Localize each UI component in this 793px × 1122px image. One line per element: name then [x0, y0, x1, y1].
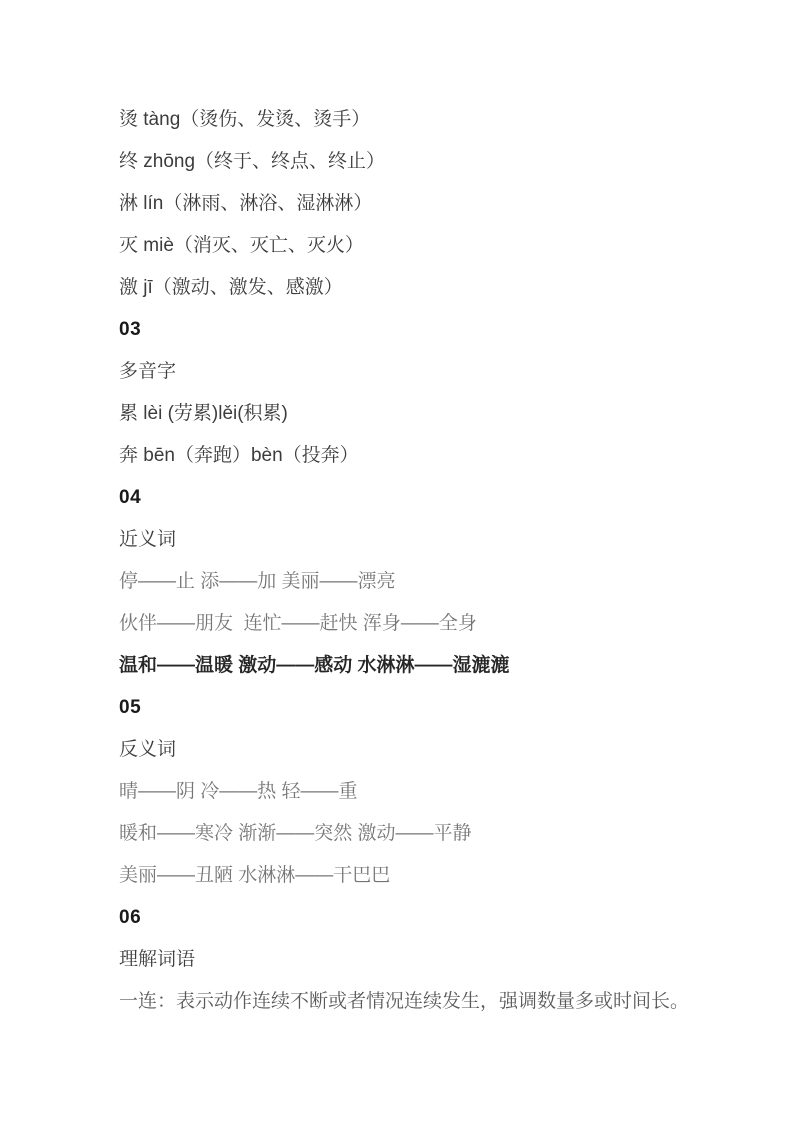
section-title-synonyms: 近义词 — [119, 529, 177, 550]
synonym-line-bold: 温和——温暖 激动——感动 水淋淋——湿漉漉 — [119, 655, 510, 676]
section-title-antonyms: 反义词 — [119, 739, 177, 760]
synonym-line: 停——止 添——加 美丽——漂亮 — [119, 571, 396, 592]
antonym-line: 晴——阴 冷——热 轻——重 — [119, 781, 358, 802]
section-number-05: 05 — [119, 697, 142, 718]
polyphone-line: 累 lèi (劳累)lěi(积累) — [119, 403, 288, 424]
section-number-04: 04 — [119, 487, 142, 508]
section-title-word-comprehension: 理解词语 — [119, 949, 196, 970]
section-title-polyphones: 多音字 — [119, 361, 177, 382]
section-number-03: 03 — [119, 319, 142, 340]
polyphone-line: 奔 bēn（奔跑）bèn（投奔） — [119, 445, 359, 466]
section-number-06: 06 — [119, 907, 142, 928]
definition-line: 一连：表示动作连续不断或者情况连续发生，强调数量多或时间长。 — [119, 991, 690, 1012]
antonym-line: 美丽——丑陋 水淋淋——干巴巴 — [119, 865, 391, 886]
synonym-line: 伙伴——朋友 连忙——赶快 浑身——全身 — [119, 613, 477, 634]
word-entry-line: 烫 tàng（烫伤、发烫、烫手） — [119, 109, 371, 130]
word-entry-line: 淋 lín（淋雨、淋浴、湿淋淋） — [119, 193, 373, 214]
word-entry-line: 终 zhōng（终于、终点、终止） — [119, 151, 386, 172]
word-entry-line: 灭 miè（消灭、灭亡、灭火） — [119, 235, 364, 256]
antonym-line: 暖和——寒冷 渐渐——突然 激动——平静 — [119, 823, 472, 844]
word-entry-line: 激 jī（激动、激发、感激） — [119, 277, 343, 298]
